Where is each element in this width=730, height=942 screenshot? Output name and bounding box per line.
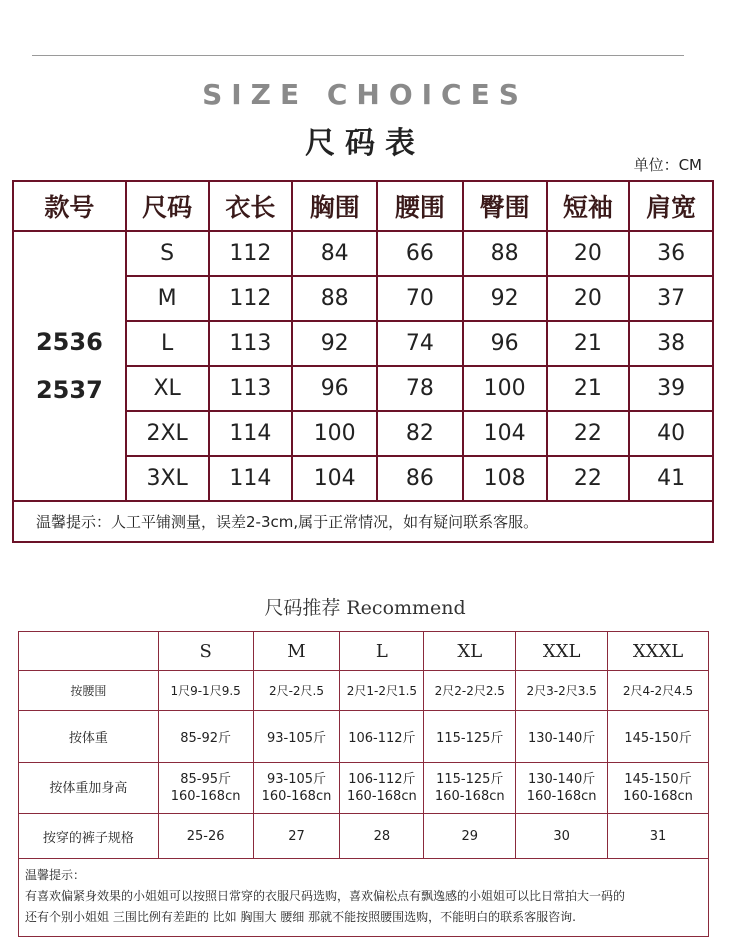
size-header-cell: XL <box>424 632 516 671</box>
table-cell <box>253 763 340 814</box>
table-cell: 78 <box>377 366 463 411</box>
table-cell: 66 <box>377 231 463 276</box>
table-cell: 70 <box>377 276 463 321</box>
row-label: 按腰围 <box>19 671 159 711</box>
table-cell: 85-92斤 <box>158 711 253 763</box>
cell-line: 160-168cn <box>347 789 417 804</box>
recommend-row-waist <box>19 671 709 711</box>
table-cell <box>158 763 253 814</box>
table-cell: 112 <box>209 276 293 321</box>
table-cell: 25-26 <box>158 814 253 859</box>
cell-line: 93-105斤 <box>266 772 327 787</box>
recommend-title-cn: 尺码推荐 <box>264 597 341 619</box>
table-cell: 114 <box>209 456 293 501</box>
table-cell <box>608 763 709 814</box>
unit-label: 单位：CM <box>633 156 702 174</box>
top-divider <box>32 55 684 56</box>
table-cell: 27 <box>253 814 340 859</box>
table-cell: 106-112斤 <box>340 711 424 763</box>
cell-line: 85-95斤 <box>180 772 231 787</box>
recommend-table <box>18 631 709 937</box>
table-cell: 2尺2-2尺2.5 <box>424 671 516 711</box>
recommend-title <box>0 593 730 620</box>
table-cell: 20 <box>547 231 630 276</box>
table-cell: 2尺4-2尺4.5 <box>608 671 709 711</box>
table-cell: 22 <box>547 411 630 456</box>
table-cell: 93-105斤 <box>253 711 340 763</box>
table-cell <box>424 763 516 814</box>
cell-line: 160-168cn <box>526 789 597 804</box>
cell-line: 160-168cn <box>261 789 332 804</box>
table-cell: 104 <box>292 456 377 501</box>
table-cell: 113 <box>209 366 293 411</box>
row-label: 按体重 <box>19 711 159 763</box>
cell-line: 160-168cn <box>170 789 241 804</box>
table-cell: 86 <box>377 456 463 501</box>
table-cell: XL <box>126 366 209 411</box>
table-cell: L <box>126 321 209 366</box>
table-cell <box>516 763 608 814</box>
size-header-cell: L <box>340 632 424 671</box>
table-cell: 39 <box>629 366 713 411</box>
tip-line: 还有个别小姐姐 三围比例有差距的 比如 胸围大 腰细 那就不能按照腰围选购，不能明白的联系客服咨询. <box>25 910 576 924</box>
tip-line: 温馨提示： <box>25 868 86 882</box>
table-cell: 29 <box>424 814 516 859</box>
row-label: 按体重加身高 <box>19 763 159 814</box>
table-cell: 82 <box>377 411 463 456</box>
model-number-cell <box>13 231 126 501</box>
cell-line: 106-112斤 <box>348 772 416 787</box>
header-cell: 衣长 <box>209 181 293 231</box>
tip-cell <box>19 859 709 937</box>
table-cell: 88 <box>292 276 377 321</box>
table-cell: 112 <box>209 231 293 276</box>
cell-line: 160-168cn <box>434 789 505 804</box>
measurement-note: 温馨提示：人工平铺测量，误差2-3cm,属于正常情况，如有疑问联系客服。 <box>13 501 713 542</box>
size-header-cell: XXXL <box>608 632 709 671</box>
table-cell: 2尺3-2尺3.5 <box>516 671 608 711</box>
header-cell: 胸围 <box>292 181 377 231</box>
cell-line: 130-140斤 <box>527 772 596 787</box>
table-cell: 92 <box>463 276 547 321</box>
table-cell: 37 <box>629 276 713 321</box>
table-cell: 21 <box>547 366 630 411</box>
table-cell: 1尺9-1尺9.5 <box>158 671 253 711</box>
model-number: 2536 <box>35 328 103 356</box>
table-cell: 2尺-2尺.5 <box>253 671 340 711</box>
size-header-cell: M <box>253 632 340 671</box>
table-cell: 88 <box>463 231 547 276</box>
table-cell: 40 <box>629 411 713 456</box>
table-row <box>13 231 713 276</box>
recommend-header-row <box>19 632 709 671</box>
table-cell: 115-125斤 <box>424 711 516 763</box>
cell-line: 115-125斤 <box>436 772 504 787</box>
row-label: 按穿的裤子规格 <box>19 814 159 859</box>
table-cell: 41 <box>629 456 713 501</box>
size-table-header <box>13 181 713 231</box>
table-cell: 74 <box>377 321 463 366</box>
header-cell: 款号 <box>13 181 126 231</box>
table-cell: 104 <box>463 411 547 456</box>
table-cell: 2尺1-2尺1.5 <box>340 671 424 711</box>
cell-line: 145-150斤 <box>624 772 692 787</box>
table-cell: 96 <box>463 321 547 366</box>
header-cell: 短袖 <box>547 181 630 231</box>
table-cell: 113 <box>209 321 293 366</box>
empty-header-cell <box>19 632 159 671</box>
size-header-cell: S <box>158 632 253 671</box>
recommend-row-weight <box>19 711 709 763</box>
table-cell: 3XL <box>126 456 209 501</box>
table-cell: S <box>126 231 209 276</box>
table-cell <box>340 763 424 814</box>
title-chinese: 尺码表 <box>305 126 425 161</box>
table-cell: 84 <box>292 231 377 276</box>
table-cell: 30 <box>516 814 608 859</box>
table-cell: 92 <box>292 321 377 366</box>
header-cell: 腰围 <box>377 181 463 231</box>
model-number: 2537 <box>35 376 103 404</box>
table-cell: 96 <box>292 366 377 411</box>
recommend-row-weight-height <box>19 763 709 814</box>
table-cell: 31 <box>608 814 709 859</box>
table-cell: 38 <box>629 321 713 366</box>
note-row <box>13 501 713 542</box>
table-cell: 114 <box>209 411 293 456</box>
table-cell: 130-140斤 <box>516 711 608 763</box>
table-cell: 108 <box>463 456 547 501</box>
table-cell: 20 <box>547 276 630 321</box>
recommend-row-pants <box>19 814 709 859</box>
header-cell: 尺码 <box>126 181 209 231</box>
table-cell: 145-150斤 <box>608 711 709 763</box>
table-cell: 28 <box>340 814 424 859</box>
size-header-cell: XXL <box>516 632 608 671</box>
header-cell: 臀围 <box>463 181 547 231</box>
header-cell: 肩宽 <box>629 181 713 231</box>
table-cell: 21 <box>547 321 630 366</box>
size-table <box>12 180 714 543</box>
recommend-title-en: Recommend <box>346 597 466 619</box>
cell-line: 160-168cn <box>623 789 693 804</box>
tip-line: 有喜欢偏紧身效果的小姐姐可以按照日常穿的衣服尺码选购，喜欢偏松点有飘逸感的小姐姐可以比日常拍大一码的 <box>25 889 626 903</box>
table-cell: 36 <box>629 231 713 276</box>
table-cell: M <box>126 276 209 321</box>
table-cell: 22 <box>547 456 630 501</box>
title-english: SIZE CHOICES <box>202 78 528 111</box>
tip-row <box>19 859 709 937</box>
table-cell: 100 <box>292 411 377 456</box>
table-cell: 2XL <box>126 411 209 456</box>
table-cell: 100 <box>463 366 547 411</box>
